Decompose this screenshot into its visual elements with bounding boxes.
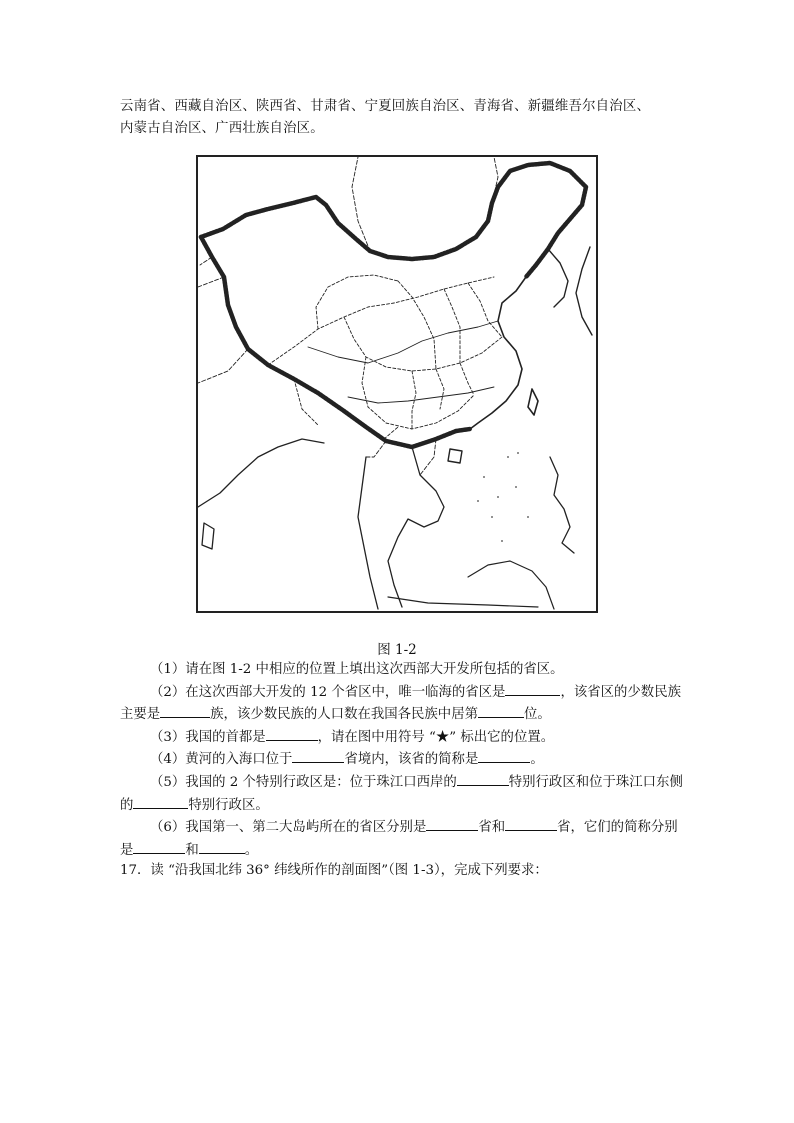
india-coast [198,439,324,507]
answer-blank[interactable] [292,748,344,763]
question-6 [120,816,685,861]
question-4 [120,748,685,771]
sri-lanka [202,523,214,549]
figure-caption: 图 1-2 [377,642,417,658]
answer-blank[interactable] [133,839,185,854]
question-2-text-d: 族，该少数民族的人口数在我国各民族中居第 [210,707,478,723]
answer-blank[interactable] [426,816,478,831]
answer-blank[interactable] [505,816,557,831]
question-4-text-b: 省境内，该省的简称是 [344,752,479,768]
question-2-text-b: ，该省区的少数 [560,684,655,700]
question-6-text-e: 和 [185,842,199,858]
question-5-text-c: 口东侧的 [120,774,683,813]
taiwan-island [528,389,538,415]
question-2-text-a: （2）在这次西部大开发的 12 个省区中，唯一临海的省区是 [150,684,506,700]
question-4-text-c: 。 [530,752,544,768]
question-3-text-b: ，请在图中用符号 “★” 标出它的位置。 [317,729,555,745]
national-border-west [201,237,470,447]
hainan-island [448,449,462,463]
question-5-text-b: 特别行政区和位于珠江 [508,774,643,790]
major-rivers [308,321,498,403]
east-coastline [470,277,526,429]
malay-peninsula [358,457,378,609]
intro-paragraph [120,96,680,140]
intro-line-2: 内蒙古自治区、广西壮族自治区。 [120,121,324,136]
question-1 [120,660,685,681]
china-outline-map [196,155,598,613]
question-17-text: 17．读 “沿我国北纬 36° 纬线所作的剖面图”（图 1-3），完成下列要求： [120,863,548,879]
indochina-coast [388,447,444,607]
question-17 [120,861,685,882]
question-5-text-a: （5）我国的 2 个特别行政区是：位于珠江口西岸的 [150,774,457,790]
answer-blank[interactable] [199,839,245,854]
japan-islands [576,247,592,335]
question-1-text: （1）请在图 1-2 中相应的位置上填出这次西部大开发所包括的省区。 [150,662,564,677]
question-6-text-f: 。 [244,842,259,858]
philippines [550,457,574,553]
national-border [201,163,586,277]
question-5-text-d: 特别行政区。 [188,797,269,813]
question-6-text-d: 称分别是 [120,820,678,858]
question-2-text-e: 位。 [523,707,551,723]
question-2-text-c: 民族主要是 [120,684,681,723]
sumatra-java [388,597,538,607]
question-3 [120,726,685,749]
question-2 [120,681,685,726]
answer-blank[interactable] [478,748,530,763]
answer-blank[interactable] [505,681,560,696]
answer-blank[interactable] [160,703,210,718]
answer-blank[interactable] [133,794,188,809]
borneo-coast [468,561,554,609]
question-4-text-a: （4）黄河的入海口位于 [150,752,293,768]
korea-peninsula [548,249,568,307]
sea-dots [477,452,529,542]
neighbor-borders [198,157,498,475]
question-5 [120,771,685,816]
answer-blank[interactable] [478,703,524,718]
answer-blank[interactable] [266,726,318,741]
question-list [120,660,685,882]
map-drawing [198,157,596,611]
question-3-text-a: （3）我国的首都是 [150,729,266,745]
intro-line-1: 云南省、西藏自治区、陕西省、甘肃省、宁夏回族自治区、青海省、新疆维吾尔自治区、 [120,99,651,114]
question-6-text-c: 省，它们的简 [557,820,638,836]
answer-blank[interactable] [457,771,509,786]
question-6-text-a: （6）我国第一、第二大岛屿所在的省区分别是 [150,820,427,836]
question-6-text-b: 省和 [478,820,506,836]
